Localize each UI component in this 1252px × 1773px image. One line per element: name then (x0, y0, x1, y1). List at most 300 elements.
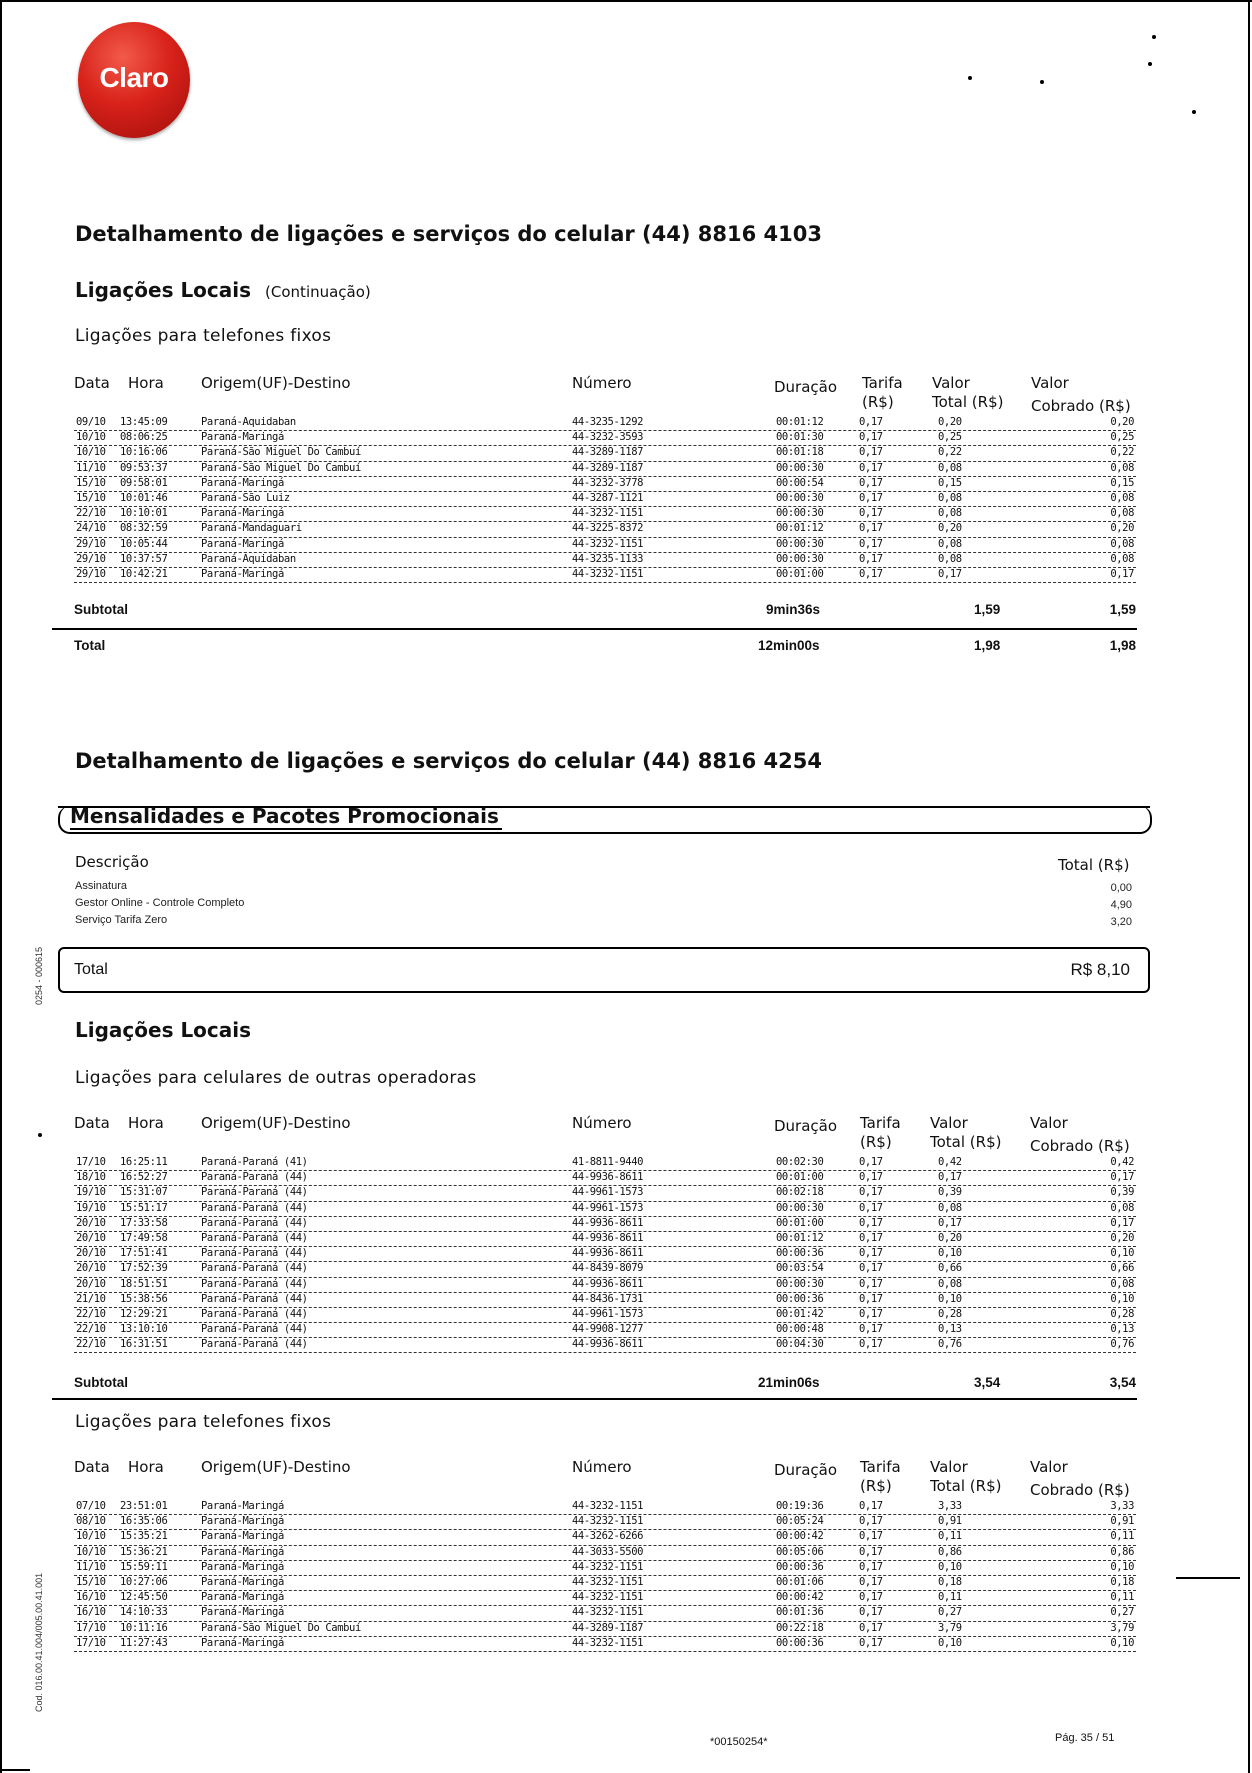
cell-dur: 00:22:18 (776, 1621, 824, 1634)
logo-text: Claro (99, 62, 169, 93)
table-row (74, 1530, 1136, 1545)
cell-num: 44-9936-8611 (572, 1231, 644, 1244)
table-header-2 (74, 1114, 1136, 1154)
cell-orig: Paraná-Paraná (44) (201, 1307, 308, 1320)
side-code-1: 0254 - 000615 (34, 946, 44, 1005)
cell-hora: 12:45:50 (120, 1591, 168, 1604)
cell-vc: 0,39 (1110, 1186, 1134, 1199)
cell-tar: 0,17 (859, 1500, 883, 1512)
cell-hora: 16:25:11 (120, 1156, 168, 1168)
scan-border-right (1248, 0, 1250, 1773)
table-row (74, 1156, 1136, 1171)
scan-speck (1152, 35, 1156, 39)
cell-vt: 0,28 (938, 1307, 962, 1320)
cell-orig: Paraná-Paraná (44) (201, 1277, 308, 1290)
cell-vt: 0,15 (938, 476, 962, 489)
header-tarifa: Tarifa (862, 374, 903, 392)
cell-hora: 23:51:01 (120, 1500, 168, 1512)
header-duracao: Duração (774, 1461, 838, 1479)
cell-orig: Paraná-Maringá (201, 567, 284, 580)
cell-hora: 13:10:10 (120, 1323, 168, 1336)
cell-vc: 0,66 (1110, 1262, 1134, 1275)
mensalidades-total-box (58, 947, 1150, 993)
cell-hora: 10:27:06 (120, 1575, 168, 1588)
header-valor-total: Valor (930, 1458, 968, 1476)
cell-dur: 00:00:30 (776, 491, 824, 504)
cell-tar: 0,17 (859, 522, 883, 535)
cell-data: 16/10 (76, 1591, 106, 1604)
cell-vt: 0,08 (938, 1201, 962, 1214)
total-valor-cobrado: 1,98 (1109, 638, 1136, 653)
total-valor-total: 1,98 (974, 638, 1001, 653)
cell-orig: Paraná-Paraná (41) (201, 1156, 308, 1168)
cell-vc: 0,08 (1110, 1201, 1134, 1214)
cell-num: 44-9961-1573 (572, 1307, 644, 1320)
header-valor-total-unit: Total (R$) (932, 393, 1004, 411)
cell-num: 44-9908-1277 (572, 1323, 644, 1336)
cell-hora: 10:11:16 (120, 1621, 168, 1634)
cell-vt: 0,13 (938, 1323, 962, 1336)
cell-vc: 0,11 (1110, 1530, 1134, 1543)
cell-vt: 0,08 (938, 537, 962, 550)
cell-vt: 0,08 (938, 552, 962, 565)
cell-data: 07/10 (76, 1500, 106, 1512)
cell-vc: 0,20 (1110, 416, 1134, 428)
scan-speck (1040, 80, 1044, 84)
cell-orig: Paraná-Mandaguari (201, 522, 302, 535)
cell-tar: 0,17 (859, 1560, 883, 1573)
cell-data: 20/10 (76, 1277, 106, 1290)
cell-data: 22/10 (76, 507, 106, 520)
cell-vc: 3,79 (1110, 1621, 1134, 1634)
cell-vt: 0,08 (938, 1277, 962, 1290)
cell-vc: 0,20 (1110, 522, 1134, 535)
cell-data: 29/10 (76, 567, 106, 580)
divider (52, 628, 1137, 630)
table-row (74, 1232, 1136, 1247)
cell-hora: 11:27:43 (120, 1636, 168, 1649)
item-tarifa-zero: Serviço Tarifa Zero (75, 914, 168, 926)
cell-hora: 17:51:41 (120, 1247, 168, 1260)
cell-tar: 0,17 (859, 461, 883, 474)
cell-data: 10/10 (76, 446, 106, 459)
cell-orig: Paraná-Maringá (201, 1530, 284, 1543)
cell-num: 41-8811-9440 (572, 1156, 644, 1168)
cell-dur: 00:00:30 (776, 1277, 824, 1290)
cell-hora: 15:35:21 (120, 1530, 168, 1543)
mensalidades-title: Mensalidades e Pacotes Promocionais (70, 804, 499, 828)
cell-hora: 16:52:27 (120, 1171, 168, 1184)
table-row (74, 1561, 1136, 1576)
header-numero: Número (572, 374, 632, 392)
table-row (74, 1338, 1136, 1353)
cell-vc: 0,13 (1110, 1323, 1134, 1336)
category-fixos-1: Ligações para telefones fixos (75, 326, 332, 346)
cell-dur: 00:00:30 (776, 1201, 824, 1214)
cell-data: 10/10 (76, 1530, 106, 1543)
cell-num: 44-3232-1151 (572, 1606, 644, 1619)
cell-tar: 0,17 (859, 507, 883, 520)
cell-tar: 0,17 (859, 1171, 883, 1184)
cell-orig: Paraná-São Miguel Do Cambuí (201, 461, 361, 474)
header-origem: Origem(UF)-Destino (201, 1458, 351, 1476)
cell-hora: 10:01:46 (120, 491, 168, 504)
mensalidades-total-value: R$ 8,10 (1070, 960, 1130, 979)
header-tarifa: Tarifa (860, 1114, 901, 1132)
header-valor-cobrado-unit: Cobrado (R$) (1031, 397, 1131, 415)
cell-num: 44-9936-8611 (572, 1216, 644, 1229)
cell-dur: 00:05:24 (776, 1515, 824, 1528)
cell-orig: Paraná-Maringá (201, 1560, 284, 1573)
cell-tar: 0,17 (859, 1545, 883, 1558)
header-valor-cobrado-unit: Cobrado (R$) (1030, 1481, 1130, 1499)
cell-vc: 0,10 (1110, 1247, 1134, 1260)
subtotal-row-2 (74, 1375, 1136, 1393)
cell-orig: Paraná-Maringá (201, 431, 284, 444)
cell-data: 15/10 (76, 476, 106, 489)
item-gestor-value: 4,90 (1110, 899, 1132, 911)
table-row (74, 431, 1136, 446)
cell-orig: Paraná-Maringá (201, 1636, 284, 1649)
subtotal-duracao: 21min06s (758, 1375, 820, 1390)
cell-vt: 0,18 (938, 1575, 962, 1588)
cell-vc: 0,10 (1110, 1636, 1134, 1649)
cell-hora: 17:49:58 (120, 1231, 168, 1244)
header-hora: Hora (128, 1114, 164, 1132)
cell-vc: 0,08 (1110, 552, 1134, 565)
descricao-label: Descrição (75, 853, 149, 871)
cell-tar: 0,17 (859, 1201, 883, 1214)
cell-vc: 0,25 (1110, 431, 1134, 444)
header-valor-total-unit: Total (R$) (930, 1477, 1002, 1495)
table-header-1 (74, 374, 1136, 414)
cell-num: 44-3289-1187 (572, 1621, 644, 1634)
cell-hora: 15:51:17 (120, 1201, 168, 1214)
header-valor-total-unit: Total (R$) (930, 1133, 1002, 1151)
scan-speck (1148, 62, 1152, 66)
cell-orig: Paraná-Maringá (201, 476, 284, 489)
cell-dur: 00:00:42 (776, 1591, 824, 1604)
cell-vc: 0,08 (1110, 1277, 1134, 1290)
table-row (74, 1591, 1136, 1606)
cell-vc: 0,18 (1110, 1575, 1134, 1588)
category-celulares: Ligações para celulares de outras operadoras (75, 1068, 477, 1088)
cell-hora: 15:31:07 (120, 1186, 168, 1199)
cell-tar: 0,17 (859, 446, 883, 459)
cell-tar: 0,17 (859, 1323, 883, 1336)
cell-hora: 10:05:44 (120, 537, 168, 550)
cell-data: 29/10 (76, 552, 106, 565)
cell-hora: 10:42:21 (120, 567, 168, 580)
cell-dur: 00:00:36 (776, 1247, 824, 1260)
table-row (74, 1323, 1136, 1338)
cell-vc: 0,17 (1110, 1216, 1134, 1229)
cell-vt: 0,17 (938, 567, 962, 580)
cell-data: 10/10 (76, 1545, 106, 1558)
cell-hora: 10:16:06 (120, 446, 168, 459)
cell-vt: 0,08 (938, 491, 962, 504)
cell-vc: 0,20 (1110, 1231, 1134, 1244)
cell-tar: 0,17 (859, 1606, 883, 1619)
cell-dur: 00:01:36 (776, 1606, 824, 1619)
cell-num: 44-3232-3593 (572, 431, 644, 444)
cell-num: 44-3289-1187 (572, 446, 644, 459)
cell-tar: 0,17 (859, 1277, 883, 1290)
header-data: Data (74, 1458, 110, 1476)
cell-num: 44-3235-1292 (572, 416, 644, 428)
header-valor-cobrado: Valor (1030, 1458, 1068, 1476)
table-row (74, 1202, 1136, 1217)
table-row (74, 1217, 1136, 1232)
table-3-rows (74, 1500, 1136, 1652)
total-rs-label: Total (R$) (1058, 856, 1130, 874)
cell-hora: 14:10:33 (120, 1606, 168, 1619)
title-underline (70, 828, 502, 830)
cell-dur: 00:01:00 (776, 567, 824, 580)
cell-vc: 0,08 (1110, 491, 1134, 504)
cell-num: 44-3232-1151 (572, 1575, 644, 1588)
cell-vc: 0,42 (1110, 1156, 1134, 1168)
cell-data: 11/10 (76, 1560, 106, 1573)
header-numero: Número (572, 1458, 632, 1476)
cell-orig: Paraná-Paraná (44) (201, 1171, 308, 1184)
cell-tar: 0,17 (859, 1156, 883, 1168)
cell-orig: Paraná-Paraná (44) (201, 1201, 308, 1214)
cell-tar: 0,17 (859, 1231, 883, 1244)
cell-tar: 0,17 (859, 1621, 883, 1634)
table-row (74, 1515, 1136, 1530)
header-tarifa-unit: (R$) (860, 1133, 892, 1151)
cell-hora: 09:53:37 (120, 461, 168, 474)
cell-orig: Paraná-Paraná (44) (201, 1262, 308, 1275)
cell-num: 44-3289-1187 (572, 461, 644, 474)
cell-tar: 0,17 (859, 1530, 883, 1543)
cell-vc: 0,17 (1110, 567, 1134, 580)
cell-tar: 0,17 (859, 1515, 883, 1528)
cell-hora: 16:31:51 (120, 1338, 168, 1351)
cell-orig: Paraná-Paraná (44) (201, 1323, 308, 1336)
cell-data: 19/10 (76, 1186, 106, 1199)
cell-hora: 17:52:39 (120, 1262, 168, 1275)
cell-dur: 00:00:36 (776, 1292, 824, 1305)
cell-dur: 00:00:36 (776, 1636, 824, 1649)
cell-tar: 0,17 (859, 1307, 883, 1320)
cell-num: 44-3232-1151 (572, 1636, 644, 1649)
cell-orig: Paraná-Paraná (44) (201, 1231, 308, 1244)
total-label: Total (74, 638, 106, 653)
cell-dur: 00:01:12 (776, 416, 824, 428)
header-valor-cobrado-unit: Cobrado (R$) (1030, 1137, 1130, 1155)
cell-vt: 0,08 (938, 461, 962, 474)
cell-data: 24/10 (76, 522, 106, 535)
cell-data: 21/10 (76, 1292, 106, 1305)
table-row (74, 1262, 1136, 1277)
table-row (74, 492, 1136, 507)
header-tarifa-unit: (R$) (860, 1477, 892, 1495)
scan-mark (1176, 1577, 1240, 1579)
cell-orig: Paraná-São Miguel Do Cambuí (201, 446, 361, 459)
header-tarifa: Tarifa (860, 1458, 901, 1476)
header-hora: Hora (128, 1458, 164, 1476)
header-numero: Número (572, 1114, 632, 1132)
cell-vt: 3,33 (938, 1500, 962, 1512)
cell-data: 29/10 (76, 537, 106, 550)
cell-dur: 00:01:06 (776, 1575, 824, 1588)
cell-dur: 00:02:30 (776, 1156, 824, 1168)
table-row (74, 1576, 1136, 1591)
table-row (74, 1637, 1136, 1652)
cell-tar: 0,17 (859, 476, 883, 489)
total-row-1 (74, 638, 1136, 656)
cell-orig: Paraná-Paraná (44) (201, 1292, 308, 1305)
cell-vt: 0,11 (938, 1591, 962, 1604)
table-row (74, 477, 1136, 492)
cell-vt: 0,17 (938, 1216, 962, 1229)
cell-vt: 0,91 (938, 1515, 962, 1528)
cell-dur: 00:01:00 (776, 1216, 824, 1229)
cell-dur: 00:02:18 (776, 1186, 824, 1199)
table-row (74, 522, 1136, 537)
cell-data: 10/10 (76, 431, 106, 444)
continuation-label: (Continuação) (265, 283, 371, 301)
cell-dur: 00:01:00 (776, 1171, 824, 1184)
cell-vt: 0,66 (938, 1262, 962, 1275)
cell-vt: 0,20 (938, 1231, 962, 1244)
cell-tar: 0,17 (859, 1216, 883, 1229)
table-row (74, 538, 1136, 553)
cell-vt: 0,76 (938, 1338, 962, 1351)
cell-hora: 15:59:11 (120, 1560, 168, 1573)
cell-data: 22/10 (76, 1338, 106, 1351)
table-row (74, 1278, 1136, 1293)
cell-dur: 00:01:42 (776, 1307, 824, 1320)
cell-dur: 00:05:06 (776, 1545, 824, 1558)
mensalidades-box (58, 806, 1152, 834)
cell-vc: 0,27 (1110, 1606, 1134, 1619)
cell-orig: Paraná-Paraná (44) (201, 1186, 308, 1199)
cell-hora: 16:35:06 (120, 1515, 168, 1528)
subtitle-ligacoes-locais-2: Ligações Locais (75, 1018, 252, 1042)
item-tarifa-zero-value: 3,20 (1110, 916, 1132, 928)
header-origem: Origem(UF)-Destino (201, 374, 351, 392)
cell-orig: Paraná-Maringá (201, 1591, 284, 1604)
table-row (74, 416, 1136, 431)
cell-data: 09/10 (76, 416, 106, 428)
table-row (74, 568, 1136, 583)
cell-data: 16/10 (76, 1606, 106, 1619)
header-duracao: Duração (774, 378, 838, 396)
cell-vt: 0,86 (938, 1545, 962, 1558)
header-duracao: Duração (774, 1117, 838, 1135)
cell-hora: 18:51:51 (120, 1277, 168, 1290)
cell-num: 44-3232-1151 (572, 507, 644, 520)
header-origem: Origem(UF)-Destino (201, 1114, 351, 1132)
cell-data: 08/10 (76, 1515, 106, 1528)
cell-num: 44-3232-3778 (572, 476, 644, 489)
cell-orig: Paraná-Maringá (201, 1545, 284, 1558)
cell-vt: 3,79 (938, 1621, 962, 1634)
cell-orig: Paraná-Maringá (201, 1500, 284, 1512)
cell-data: 17/10 (76, 1156, 106, 1168)
cell-tar: 0,17 (859, 1247, 883, 1260)
cell-vc: 0,28 (1110, 1307, 1134, 1320)
cell-tar: 0,17 (859, 1292, 883, 1305)
cell-num: 44-3235-1133 (572, 552, 644, 565)
cell-dur: 00:03:54 (776, 1262, 824, 1275)
cell-hora: 17:33:58 (120, 1216, 168, 1229)
cell-num: 44-8436-1731 (572, 1292, 644, 1305)
cell-dur: 00:01:12 (776, 1231, 824, 1244)
cell-vc: 0,91 (1110, 1515, 1134, 1528)
cell-tar: 0,17 (859, 1338, 883, 1351)
page-number: Pág. 35 / 51 (1055, 1732, 1115, 1744)
cell-vt: 0,39 (938, 1186, 962, 1199)
cell-dur: 00:00:36 (776, 1560, 824, 1573)
cell-vt: 0,20 (938, 416, 962, 428)
table-header-3 (74, 1458, 1136, 1498)
cell-orig: Paraná-Paraná (44) (201, 1338, 308, 1351)
cell-vc: 0,08 (1110, 507, 1134, 520)
side-code-2: Cod. 016.00.41.004/005.00.41.001 (34, 1572, 44, 1712)
cell-hora: 15:38:56 (120, 1292, 168, 1305)
cell-data: 17/10 (76, 1621, 106, 1634)
section-title-4103: Detalhamento de ligações e serviços do celular (44) 8816 4103 (75, 222, 822, 246)
subtitle-ligacoes-locais (75, 278, 371, 302)
cell-vc: 0,08 (1110, 461, 1134, 474)
cell-dur: 00:19:36 (776, 1500, 824, 1512)
cell-vt: 0,10 (938, 1292, 962, 1305)
cell-vc: 0,15 (1110, 476, 1134, 489)
subtotal-valor-total: 3,54 (974, 1375, 1001, 1390)
cell-vt: 0,10 (938, 1247, 962, 1260)
cell-orig: Paraná-Maringá (201, 537, 284, 550)
table-row (74, 1546, 1136, 1561)
cell-tar: 0,17 (859, 552, 883, 565)
cell-vc: 0,17 (1110, 1171, 1134, 1184)
cell-vt: 0,11 (938, 1530, 962, 1543)
category-fixos-2: Ligações para telefones fixos (75, 1412, 332, 1432)
cell-tar: 0,17 (859, 1591, 883, 1604)
subtitle-text: Ligações Locais (75, 278, 252, 302)
scan-border-bottom (0, 1769, 30, 1771)
table-row (74, 1308, 1136, 1323)
cell-num: 44-9936-8611 (572, 1338, 644, 1351)
cell-tar: 0,17 (859, 416, 883, 428)
cell-vt: 0,42 (938, 1156, 962, 1168)
cell-data: 20/10 (76, 1262, 106, 1275)
cell-num: 44-3225-8372 (572, 522, 644, 535)
cell-orig: Paraná-Aquidaban (201, 416, 296, 428)
table-row (74, 1293, 1136, 1308)
cell-data: 20/10 (76, 1231, 106, 1244)
cell-vc: 0,76 (1110, 1338, 1134, 1351)
subtotal-row-1 (74, 602, 1136, 620)
cell-data: 20/10 (76, 1247, 106, 1260)
cell-tar: 0,17 (859, 567, 883, 580)
cell-hora: 15:36:21 (120, 1545, 168, 1558)
cell-orig: Paraná-São Miguel Do Cambuí (201, 1621, 361, 1634)
cell-dur: 00:00:30 (776, 507, 824, 520)
cell-num: 44-3287-1121 (572, 491, 644, 504)
cell-vc: 0,10 (1110, 1292, 1134, 1305)
cell-tar: 0,17 (859, 1262, 883, 1275)
cell-data: 20/10 (76, 1216, 106, 1229)
table-1-rows (74, 416, 1136, 583)
cell-dur: 00:00:42 (776, 1530, 824, 1543)
cell-data: 15/10 (76, 1575, 106, 1588)
cell-dur: 00:00:30 (776, 461, 824, 474)
cell-orig: Paraná-Maringá (201, 1575, 284, 1588)
